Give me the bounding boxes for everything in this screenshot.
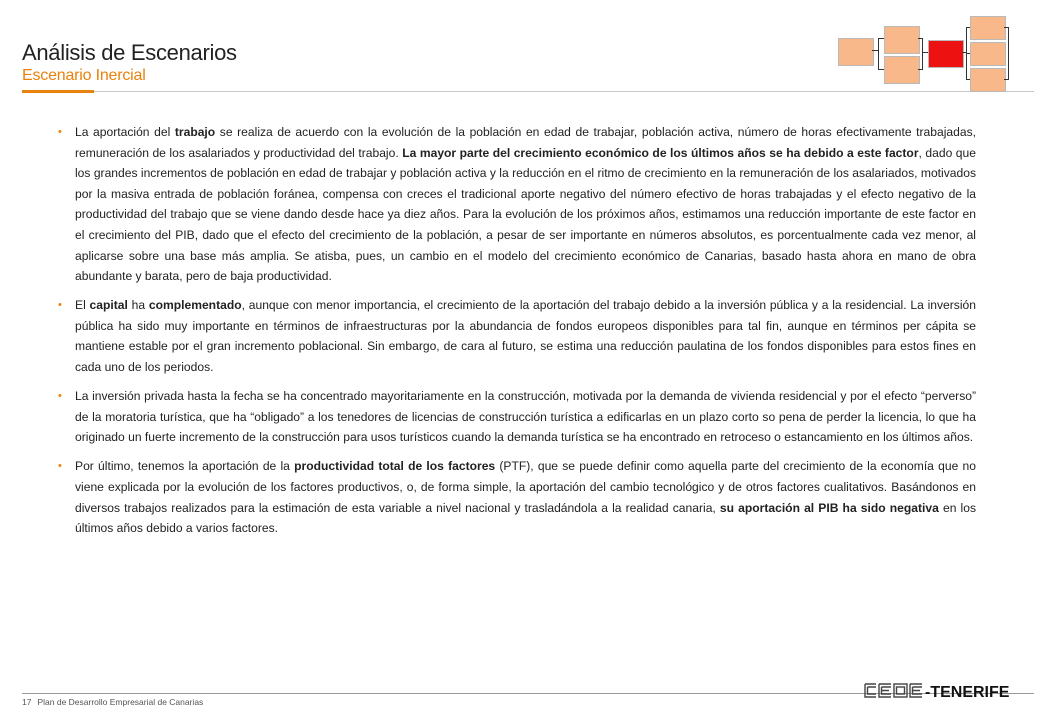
text-segment: (PTF), que se puede definir como aquella parte del crecimiento de la economía que no viene explicada por la evolución de los factores productivos, o, de forma simple, la aportación del cambio tecnológico y de otros factores cualitativos. Basándonos en diversos trabajos realizados para la estimación de esta variable a nivel nacional y trasladándola a la realidad canaria,	[75, 459, 976, 515]
diagram-box	[970, 16, 1006, 40]
bullet-icon: •	[58, 126, 62, 138]
title-underline	[22, 90, 94, 93]
paragraph-text	[75, 125, 976, 283]
diagram-box	[970, 42, 1006, 66]
page-title: Análisis de Escenarios	[22, 40, 237, 65]
bold-text-segment: trabajo	[174, 125, 216, 139]
paragraph-text	[75, 298, 976, 374]
footer	[22, 697, 203, 707]
bullet-icon: •	[58, 390, 62, 403]
paragraph-text	[75, 459, 976, 535]
bullet-paragraph	[58, 122, 976, 287]
paragraph-text	[75, 389, 976, 444]
page-number: 17	[22, 697, 32, 707]
text-segment: El	[75, 298, 90, 313]
diagram-box-highlighted	[928, 40, 964, 68]
bullet-icon: •	[58, 460, 62, 473]
text-segment: ha	[127, 298, 149, 313]
bold-text-segment: capital	[89, 298, 128, 313]
diagram-box	[884, 56, 920, 84]
text-segment: Por último, tenemos la aportación de la	[75, 459, 295, 474]
text-segment: , aunque con menor importancia, el crecimiento de la aportación del trabajo debido a la inversión pública y a la residencial. La inversión pública ha sido muy importante en términos de infraestructuras por la abundancia de fondos europeos disponibles para tal fin, aunque en términos per cápita se mantiene estable por el gran incremento poblacional. Sin embargo, de cara al futuro, se estima una reducción paulatina de los fondos disponibles para estos fines en cada uno de los periodos.	[75, 298, 976, 375]
logo-text: -TENERIFE	[925, 684, 1010, 701]
diagram-box	[884, 26, 920, 54]
text-segment: en los últimos años debido a varios factores.	[75, 500, 976, 536]
scenario-flow-diagram-icon	[836, 12, 1012, 94]
diagram-box	[838, 38, 874, 66]
text-segment: La aportación del	[75, 125, 175, 139]
bullet-paragraph	[58, 386, 976, 448]
bullet-paragraph	[58, 456, 976, 538]
diagram-box	[970, 68, 1006, 92]
page-subtitle: Escenario Inercial	[22, 67, 146, 84]
body-content	[58, 122, 976, 547]
bold-text-segment: productividad total de los factores	[294, 459, 496, 474]
text-segment: se realiza de acuerdo con la evolución de la población en edad de trabajar, población activa, número de horas efectivamente trabajadas, remuneración de los asalariados y productividad del trabajo.	[75, 125, 976, 160]
document-title: Plan de Desarrollo Empresarial de Canarias	[37, 697, 204, 707]
bullet-paragraph	[58, 295, 976, 377]
bold-text-segment: complementado	[148, 298, 242, 313]
bold-text-segment: La mayor parte del crecimiento económico de los últimos años se ha debido a este factor	[402, 145, 919, 160]
bullet-icon: •	[58, 299, 62, 312]
text-segment: La inversión privada hasta la fecha se ha concentrado mayoritariamente en la construcción, motivada por la demanda de vivienda residencial y por el efecto “perverso” de la moratoria turística, que ha “obligado” a los tenedores de licencias de construcción turística a edificarlas en un plazo corto so pena de perder la licencia, lo que ha originado un fuerte incremento de la construcción para usos turísticos cuando la demanda turística se ha encontrado en retroceso o estancamiento en los últimos años.	[75, 389, 976, 445]
bold-text-segment: su aportación al PIB ha sido negativa	[719, 500, 939, 515]
text-segment: , dado que los grandes incrementos de población en edad de trabajar y población activa y la reducción en el ritmo de crecimiento en la remuneración de los asalariados, motivados por la masiva entrada de población foránea, compensa con creces el tradicional aporte negativo del número efectivo de horas trabajadas y el efecto negativo de la productividad del trabajo que se viene dando desde hace ya diez años. Para la evolución de los próximos años, estimamos una reducción importante de este factor en el crecimiento del PIB, dado que el efecto del crecimiento de la población, a pesar de ser importante en números absolutos, es porcentualmente cada vez menor, al aplicarse sobre una base más amplia. Se atisba, pues, un cambio en el modelo del crecimiento económico de Canarias, basado hasta ahora en mano de obra abundante y barata, pero de baja productividad.	[75, 145, 976, 284]
ceoe-tenerife-logo	[863, 678, 1021, 702]
